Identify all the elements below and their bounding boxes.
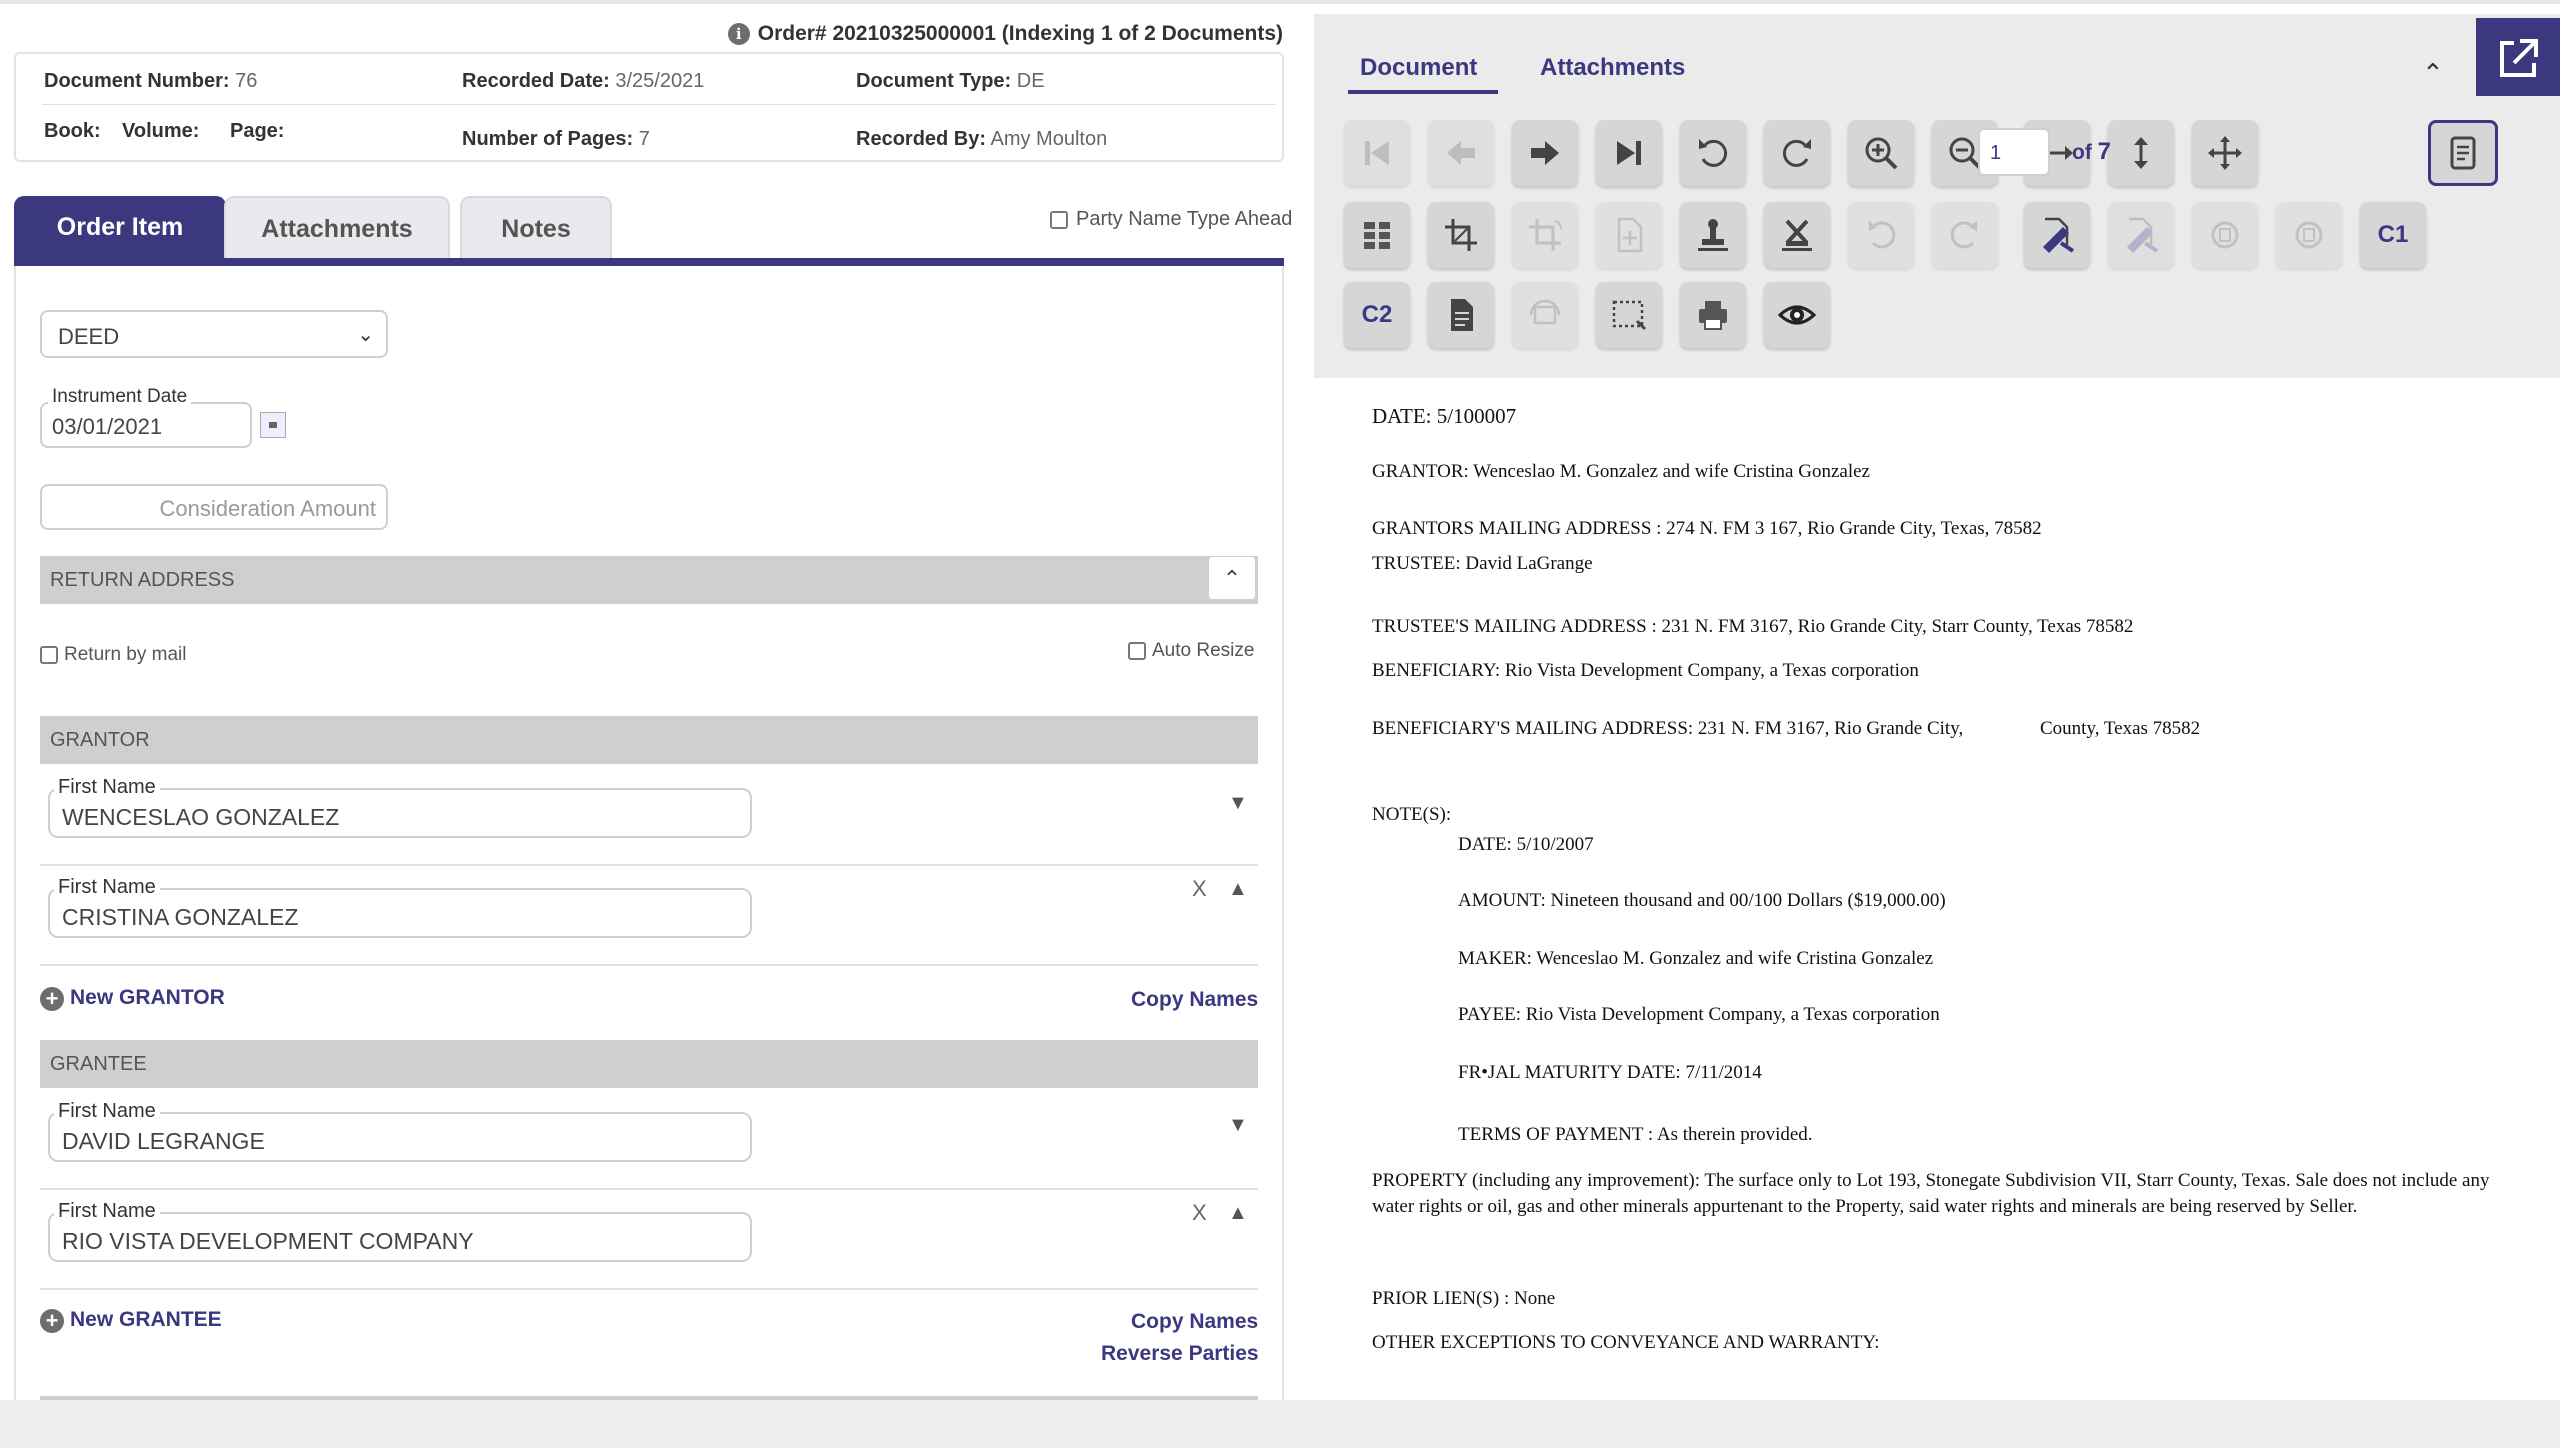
- top-border: [0, 0, 2560, 4]
- first-name-label: First Name: [54, 1200, 160, 1223]
- select-region-icon[interactable]: [1596, 282, 1662, 348]
- viewer-tab-underline: [1348, 90, 1498, 94]
- plus-circle-icon: +: [40, 987, 64, 1011]
- page-of-label: of: [2072, 141, 2092, 164]
- new-grantor-link[interactable]: [40, 986, 225, 1011]
- volume-field: Volume:: [122, 120, 200, 142]
- instrument-date-value: 03/01/2021: [52, 414, 163, 439]
- grantee-row: [40, 1090, 1258, 1190]
- return-address-header: RETURN ADDRESS: [40, 556, 1258, 604]
- viewer-tab-document[interactable]: Document: [1360, 54, 1478, 81]
- expand-up-icon[interactable]: ▲: [1228, 1202, 1248, 1224]
- page-total-value: 7: [2097, 138, 2112, 165]
- recorded-date-field: Recorded Date: 3/25/2021: [462, 70, 705, 92]
- copy-grantor-names-link[interactable]: Copy Names: [1131, 988, 1259, 1011]
- doc-notes-header: NOTE(S):: [1372, 804, 1452, 825]
- preview-icon[interactable]: [1764, 282, 1830, 348]
- expand-up-icon[interactable]: ▲: [1228, 878, 1248, 900]
- chevron-up-icon[interactable]: ⌃: [1208, 556, 1256, 600]
- doc-beneficiary: BENEFICIARY: Rio Vista Development Company, a Texas corporation: [1372, 660, 1919, 681]
- doc-trustee: TRUSTEE: David LaGrange: [1372, 553, 1593, 574]
- redact-tool-icon[interactable]: [2024, 202, 2090, 268]
- document-page: [1314, 378, 2560, 1400]
- doc-prior-liens: PRIOR LIEN(S) : None: [1372, 1288, 1556, 1309]
- doc-beneficiary-address: BENEFICIARY'S MAILING ADDRESS: 231 N. FM 3167, Rio Grande City,: [1372, 718, 1964, 739]
- tab-attachments[interactable]: Attachments: [224, 196, 450, 258]
- doc-note-date: DATE: 5/10/2007: [1458, 834, 1594, 855]
- first-name-label: First Name: [54, 1100, 160, 1123]
- document-type-value: DEED: [58, 324, 120, 349]
- chevron-up-icon[interactable]: ⌃: [2422, 58, 2444, 88]
- grantee-row: [40, 1190, 1258, 1290]
- viewer-tab-attachments[interactable]: Attachments: [1540, 54, 1686, 81]
- instrument-date-input[interactable]: [40, 402, 252, 448]
- chevron-down-icon: ⌄: [357, 324, 374, 346]
- doc-type-field: Document Type: DE: [856, 70, 1045, 92]
- doc-number-field: Document Number: 76: [44, 70, 258, 92]
- bottom-bar: [0, 1400, 2560, 1448]
- consideration-amount-input[interactable]: Consideration Amount: [40, 484, 388, 530]
- stamp-c1-label: C1: [2377, 221, 2409, 248]
- doc-grantors-address: GRANTORS MAILING ADDRESS : 274 N. FM 3 167, Rio Grande City, Texas, 78582: [1372, 518, 2042, 539]
- plus-circle-icon: +: [40, 1309, 64, 1333]
- expand-down-icon[interactable]: ▼: [1228, 1114, 1248, 1136]
- page-view-icon[interactable]: [2428, 120, 2498, 186]
- zoom-in-icon[interactable]: [1848, 120, 1914, 186]
- num-pages-field: Number of Pages: 7: [462, 128, 650, 150]
- doc-note-payee: PAYEE: Rio Vista Development Company, a Texas corporation: [1458, 1004, 1940, 1025]
- print-icon[interactable]: [1680, 282, 1746, 348]
- party-type-ahead[interactable]: [1050, 208, 1292, 231]
- doc-beneficiary-address-tail: County, Texas 78582: [2040, 718, 2201, 739]
- page-icon[interactable]: [1428, 282, 1494, 348]
- reverse-parties-link[interactable]: Reverse Parties: [1101, 1342, 1259, 1365]
- new-grantee-label: New GRANTEE: [70, 1308, 222, 1331]
- stamp-c2-label: C2: [1361, 301, 1393, 328]
- book-field: Book:: [44, 120, 101, 142]
- thumbnails-icon[interactable]: [1344, 202, 1410, 268]
- viewer-header: [1314, 14, 2560, 96]
- page-number-input[interactable]: [1978, 128, 2050, 176]
- tab-order-item[interactable]: Order Item: [14, 196, 226, 258]
- order-info: [700, 22, 1283, 46]
- doc-note-maker: MAKER: Wenceslao M. Gonzalez and wife Cristina Gonzalez: [1458, 948, 1934, 969]
- remove-grantee-button[interactable]: X: [1192, 1200, 1207, 1225]
- stamp-icon[interactable]: [1680, 202, 1746, 268]
- grantor-header: GRANTOR: [40, 716, 1258, 764]
- new-grantor-label: New GRANTOR: [70, 986, 225, 1009]
- pan-icon[interactable]: [2192, 120, 2258, 186]
- summary-divider: [42, 104, 1276, 105]
- document-summary: [14, 52, 1284, 162]
- doc-other-exceptions: OTHER EXCEPTIONS TO CONVEYANCE AND WARRANTY:: [1372, 1332, 1880, 1353]
- tab-underline: [14, 258, 1284, 266]
- prev-page-icon[interactable]: [1428, 120, 1494, 186]
- grantee-header: GRANTEE: [40, 1040, 1258, 1088]
- rotate-right-icon[interactable]: [1764, 120, 1830, 186]
- rotate-page-left-icon[interactable]: [2192, 202, 2258, 268]
- return-by-mail[interactable]: [40, 644, 187, 666]
- auto-resize[interactable]: [1128, 640, 1254, 662]
- party-type-ahead-checkbox[interactable]: [1050, 211, 1068, 229]
- grantor-row: [40, 766, 1258, 866]
- stamp-c2-icon[interactable]: [1344, 282, 1410, 348]
- remove-stamp-icon[interactable]: [1764, 202, 1830, 268]
- doc-trustees-address: TRUSTEE'S MAILING ADDRESS : 231 N. FM 3167, Rio Grande City, Starr County, Texas 78582: [1372, 616, 2134, 637]
- crop-icon[interactable]: [1428, 202, 1494, 268]
- undo-icon[interactable]: [1848, 202, 1914, 268]
- doc-date: DATE: 5/100007: [1372, 404, 1517, 428]
- grantee-name-value: DAVID LEGRANGE: [62, 1128, 265, 1154]
- page-total: [2072, 138, 2111, 166]
- redo-icon[interactable]: [1932, 202, 1998, 268]
- popout-icon[interactable]: [2476, 18, 2560, 100]
- first-name-label: First Name: [54, 776, 160, 799]
- expand-down-icon[interactable]: ▼: [1228, 792, 1248, 814]
- grantor-name-value: WENCESLAO GONZALEZ: [62, 804, 340, 830]
- tab-notes[interactable]: Notes: [460, 196, 612, 258]
- doc-note-maturity: FR•JAL MATURITY DATE: 7/11/2014: [1458, 1062, 1762, 1083]
- document-type-select[interactable]: [40, 310, 388, 358]
- crop-rotate-icon[interactable]: [1512, 202, 1578, 268]
- remove-grantor-button[interactable]: X: [1192, 876, 1207, 901]
- rotate-disabled-icon[interactable]: [1512, 282, 1578, 348]
- grantor-name-value: CRISTINA GONZALEZ: [62, 904, 299, 930]
- return-by-mail-label: Return by mail: [64, 644, 187, 665]
- first-name-label: First Name: [54, 876, 160, 899]
- new-grantee-link[interactable]: [40, 1308, 222, 1333]
- grantor-row: [40, 866, 1258, 966]
- instrument-date-label: Instrument Date: [48, 386, 191, 408]
- auto-resize-checkbox[interactable]: [1128, 642, 1146, 660]
- info-icon: i: [728, 23, 750, 45]
- party-type-ahead-label: Party Name Type Ahead: [1076, 208, 1293, 230]
- recorded-by-field: Recorded By: Amy Moulton: [856, 128, 1108, 150]
- auto-resize-label: Auto Resize: [1152, 640, 1255, 661]
- doc-note-terms: TERMS OF PAYMENT : As therein provided.: [1458, 1124, 1813, 1145]
- doc-grantor: GRANTOR: Wenceslao M. Gonzalez and wife Cristina Gonzalez: [1372, 461, 1870, 482]
- add-page-icon[interactable]: [1596, 202, 1662, 268]
- stamp-c1-icon[interactable]: [2360, 202, 2426, 268]
- first-page-icon[interactable]: [1344, 120, 1410, 186]
- return-by-mail-checkbox[interactable]: [40, 646, 58, 664]
- doc-property: PROPERTY (including any improvement): The surface only to Lot 193, Stonegate Subdivision VII, Starr County, Texas. Sale does not include any water rights or oil, gas and other minerals appurtenant to the Property, said water rights and minerals are being reserved by Seller.: [1372, 1170, 2490, 1217]
- copy-grantee-names-link[interactable]: Copy Names: [1131, 1310, 1259, 1333]
- page-field: Page:: [230, 120, 285, 142]
- order-info-text: Order# 20210325000001 (Indexing 1 of 2 Documents): [757, 22, 1283, 45]
- last-page-icon[interactable]: [1596, 120, 1662, 186]
- redact-tool-disabled-icon[interactable]: [2108, 202, 2174, 268]
- next-page-icon[interactable]: [1512, 120, 1578, 186]
- rotate-page-right-icon[interactable]: [2276, 202, 2342, 268]
- rotate-left-icon[interactable]: [1680, 120, 1746, 186]
- grantee-name-value: RIO VISTA DEVELOPMENT COMPANY: [62, 1228, 474, 1254]
- calendar-icon[interactable]: [260, 412, 286, 438]
- page-number-value: 1: [1990, 142, 2002, 164]
- doc-note-amount: AMOUNT: Nineteen thousand and 00/100 Dollars ($19,000.00): [1458, 890, 1946, 911]
- fit-height-icon[interactable]: [2108, 120, 2174, 186]
